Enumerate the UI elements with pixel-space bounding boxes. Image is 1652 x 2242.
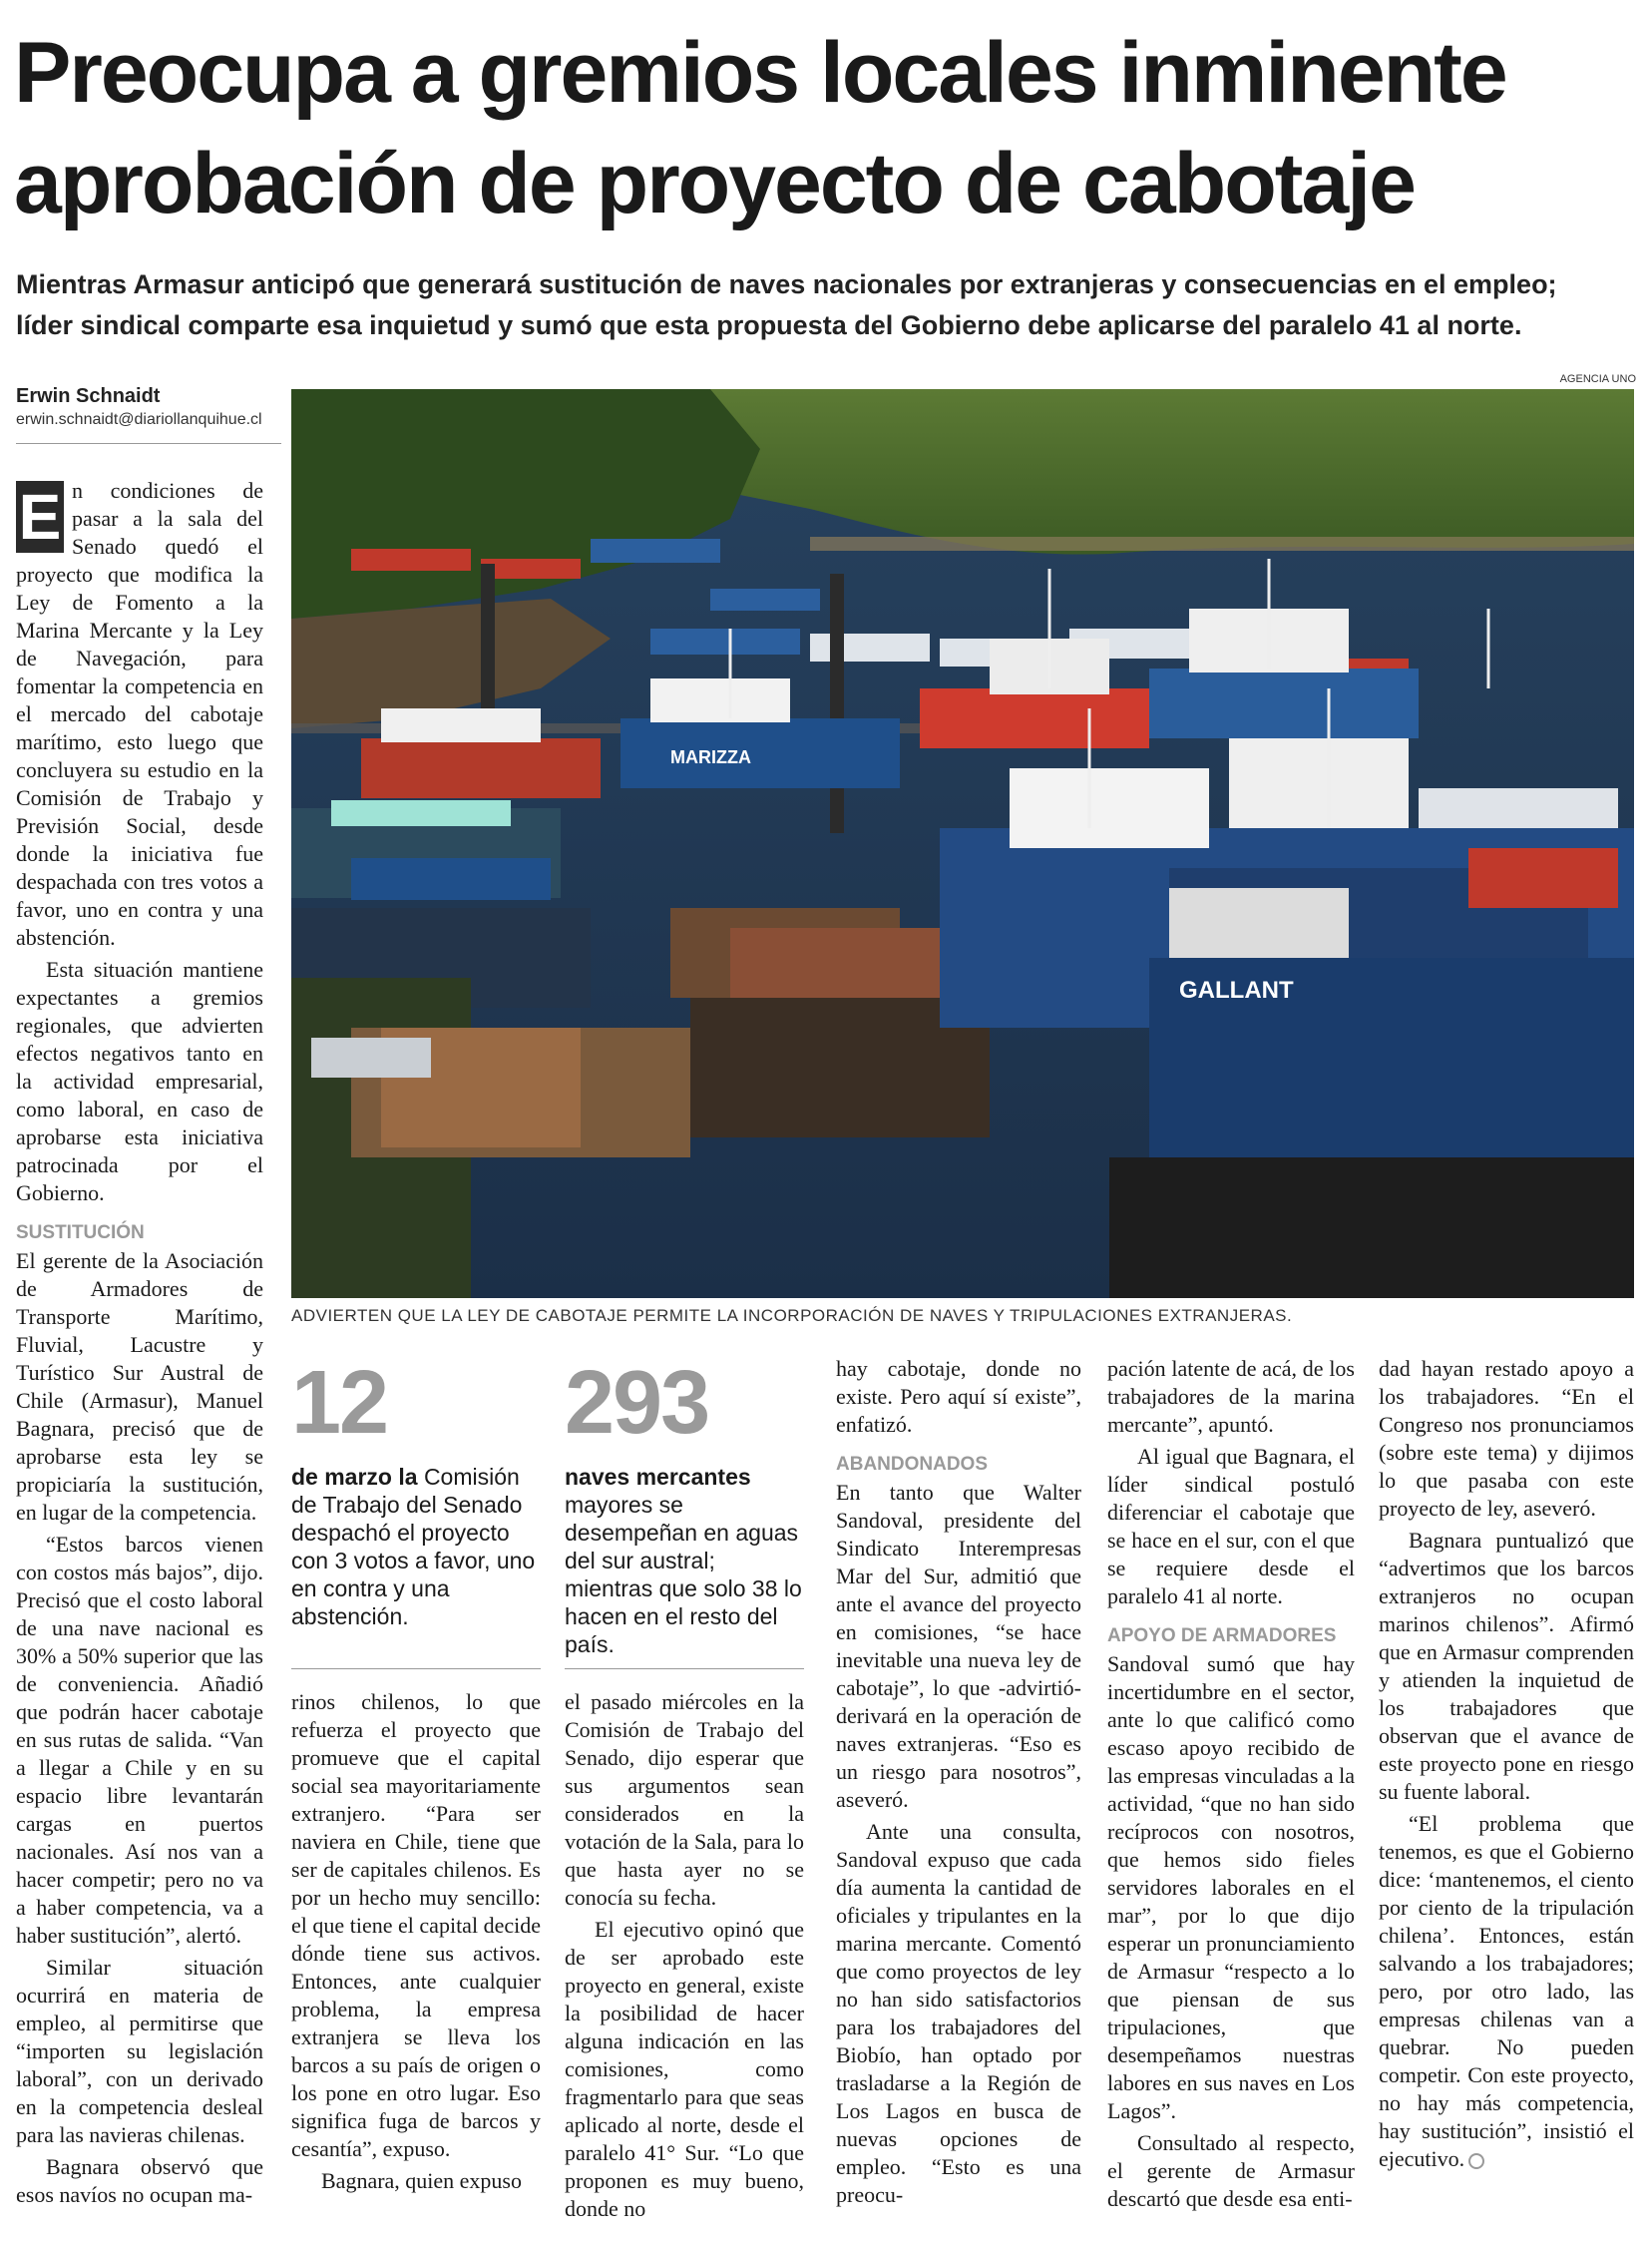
paragraph: dad hayan restado apoyo a los trabajadores. “En el Congreso nos pronunciamos (sobre este tema) y dijimos lo que pasaba con este proyecto de ley, aseveró. [1379, 1356, 1634, 1521]
paragraph: Ante una consulta, Sandoval expuso que cada día aumenta la cantidad de oficiales y tripulantes en la marina mercante. Comentó que como proyectos de ley no han sido satisfactorios para los trabajadores del Biobío, han optado por trasladarse a la Región de Los Lagos en busca de nuevas opciones de empleo. “Esto es una preocu- [836, 1819, 1081, 2207]
paragraph: Consultado al respecto, el gerente de Armasur descartó que desde esa enti- [1107, 2130, 1355, 2211]
byline [16, 383, 285, 431]
article-column-1 [16, 477, 263, 2213]
paragraph [16, 477, 263, 952]
paragraph: Bagnara observó que esos navíos no ocupan ma- [16, 2154, 263, 2207]
photo-credit: AGENCIA UNO [1559, 373, 1636, 385]
paragraph: Similar situación ocurrirá en materia de empleo, al permitirse que “importen su legislación laboral”, con un derivado en la competencia desleal para las navieras chilenas. [16, 1955, 263, 2147]
photo-caption: ADVIERTEN QUE LA LEY DE CABOTAJE PERMITE LA INCORPORACIÓN DE NAVES Y TRIPULACIONES EXTRANJERAS. [291, 1306, 1293, 1325]
paragraph: Bagnara, quien expuso [321, 2168, 522, 2193]
harbor-photo [291, 389, 1634, 1298]
article-column-3 [565, 1688, 804, 2227]
boat-label-marizza: MARIZZA [670, 747, 751, 767]
byline-divider [16, 443, 281, 444]
subheadline-line-1: Mientras Armasur anticipó que generará sustitución de naves nacionales por extranjeras y consecuencias en el empleo; [16, 269, 1557, 299]
paragraph: “Estos barcos vienen con costos más bajos”, dijo. Precisó que el costo laboral de una nave nacional es 30% a 50% superior que las de conveniencia. Añadió que podrán hacer cabotaje en sus rutas de salida. “Van a llegar a Chile y en su espacio libre levantarán cargas en puertos nacionales. Así nos van a hacer competir; pero no va a haber competencia, va a haber sustitución”, alertó. [16, 1532, 263, 1948]
section-heading: APOYO DE ARMADORES [1107, 1625, 1337, 1646]
stat-box-12 [291, 1353, 541, 1630]
section-heading: ABANDONADOS [836, 1454, 988, 1475]
drop-cap: E [16, 481, 64, 553]
paragraph [1379, 1810, 1634, 2173]
stat-text [565, 1463, 804, 1658]
paragraph: el pasado miércoles en la Comisión de Trabajo del Senado, dijo esperar que sus argumentos sean considerados en la votación de la Sala, para lo que hasta ayer no se conocía su fecha. [565, 1689, 804, 1910]
section-heading: SUSTITUCIÓN [16, 1222, 145, 1243]
paragraph: pación latente de acá, de los trabajadores de la marina mercante”, apuntó. [1107, 1356, 1355, 1437]
stat-divider [565, 1668, 804, 1669]
stat-bold: de marzo la [291, 1464, 418, 1490]
stat-box-293 [565, 1353, 804, 1658]
paragraph: En tanto que Walter Sandoval, presidente del Sindicato Interempresas Mar del Sur, admitió que ante el avance del proyecto en comisiones, “se hace inevitable una nueva ley de cabotaje”, lo que -advirtió- derivará en la operación de naves extranjeras. “Eso es un riesgo para nosotros”, aseveró. [836, 1480, 1081, 1812]
paragraph: El gerente de la Asociación de Armadores de Transporte Marítimo, Fluvial, Lacustre y Turístico Sur Austral de Chile (Armasur), Manuel Bagnara, precisó que de aprobarse esta ley se propiciaría la sustitución, en lugar de la competencia. [16, 1248, 263, 1525]
paragraph: hay cabotaje, donde no existe. Pero aquí sí existe”, enfatizó. [836, 1356, 1081, 1437]
headline [14, 18, 1640, 239]
stat-description: mayores se desempeñan en aguas del sur austral; mientras que solo 38 lo hacen en el resto del país. [565, 1492, 802, 1657]
article-column-6 [1379, 1355, 1634, 2177]
article-column-5 [1107, 1355, 1355, 2217]
paragraph: Esta situación mantiene expectantes a gremios regionales, que advierten efectos negativos tanto en la actividad empresarial, como laboral, en caso de aprobarse esta iniciativa patrocinada por el Gobierno. [16, 957, 263, 1205]
paragraph-text: n condiciones de pasar a la sala del Senado quedó el proyecto que modifica la Ley de Fomento a la Marina Mercante y la Ley de Navegación, para fomentar la competencia en el mercado del cabotaje marítimo, esto luego que concluyera su estudio en la Comisión de Trabajo y Previsión Social, desde donde la iniciativa fue despachada con tres votos a favor, uno en contra y una abstención. [16, 478, 263, 950]
headline-line-2: aprobación de proyecto de cabotaje [14, 136, 1415, 231]
stat-number: 12 [291, 1353, 388, 1453]
paragraph: Bagnara puntualizó que “advertimos que los barcos extranjeros no ocupan marinos chilenos”. Afirmó que en Armasur comprenden y atienden la inquietud de los trabajadores que observan que el avance de este proyecto pone en riesgo su fuente laboral. [1379, 1528, 1634, 1804]
paragraph: Sandoval sumó que hay incertidumbre en el sector, ante lo que calificó como escaso apoyo recibido de las empresas vinculadas a la actividad, “que no han sido recíprocos con nosotros, que hemos sido fieles servidores laborales en el mar”, por lo que dijo esperar un pronunciamiento de Armasur “respecto a lo que piensan de sus tripulaciones, que desempeñamos nuestras labores en sus naves en Los Lagos”. [1107, 1651, 1356, 2123]
subheadline-line-2: líder sindical comparte esa inquietud y sumó que esta propuesta del Gobierno debe aplicarse del paralelo 41 al norte. [16, 310, 1522, 340]
paragraph: rinos chilenos, lo que refuerza el proyecto que promueve que el capital social sea mayoritariamente extranjero. “Para ser naviera en Chile, tiene que ser de capitales chilenos. Es por un hecho muy sencillo: el que tiene el capital decide dónde tiene sus activos. Entonces, ante cualquier problema, la empresa extranjera se lleva los barcos a su país de origen o los pone en otro lugar. Eso significa fuga de barcos y cesantía”, expuso. [291, 1689, 541, 2161]
subheadline [16, 264, 1642, 346]
stat-text [291, 1463, 541, 1630]
paragraph-text: “El problema que tenemos, es que el Gobierno dice: ‘mantenemos, el ciento por ciento de la tripulación chilena’. Entonces, están salvando a los trabajadores; pero, por otro lado, las empresas chilenas van a quebrar. No pueden competir. Con este proyecto, no hay más competencia, hay sustitución”, insistió el ejecutivo. [1379, 1811, 1634, 2171]
article-column-2 [291, 1688, 541, 2199]
paragraph: Al igual que Bagnara, el líder sindical postuló diferenciar el cabotaje que se hace en el sur, con el que se requiere desde el paralelo 41 al norte. [1107, 1444, 1355, 1608]
article-column-4 [836, 1355, 1081, 2213]
paragraph: El ejecutivo opinó que de ser aprobado este proyecto en general, existe la posibilidad de hacer alguna indicación en las comisiones, como fragmentarlo para que seas aplicado al norte, desde el paralelo 41° Sur. “Lo que proponen es muy bueno, donde no [565, 1917, 804, 2221]
harbor-photo-illustration [291, 389, 1634, 1298]
stat-description: Comisión de Trabajo del Senado despachó el proyecto con 3 votos a favor, uno en contra y una abstención. [291, 1464, 536, 1629]
stat-bold: naves mercantes [565, 1464, 751, 1490]
stat-divider [291, 1668, 541, 1669]
headline-line-1: Preocupa a gremios locales inminente [14, 25, 1506, 121]
boat-label-gallant: GALLANT [1179, 977, 1294, 1004]
stat-number: 293 [565, 1353, 709, 1453]
end-mark-icon [1468, 2153, 1484, 2169]
author-name: Erwin Schnaidt [16, 385, 161, 407]
author-email: erwin.schnaidt@diariollanquihue.cl [16, 411, 262, 428]
